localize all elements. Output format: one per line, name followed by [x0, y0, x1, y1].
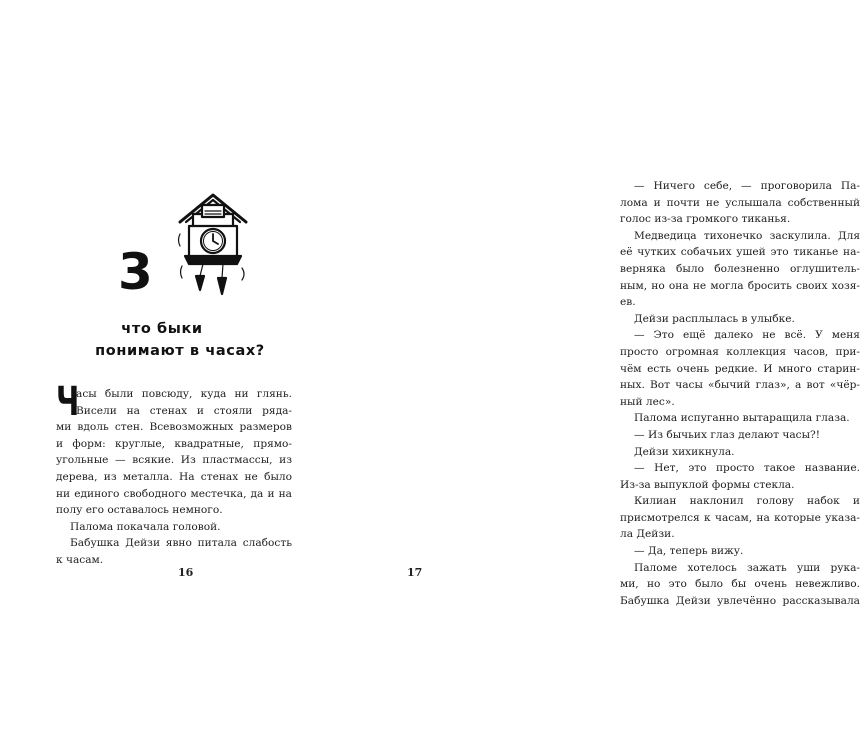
text-line: полу его оставалось немного.	[56, 504, 223, 517]
text-line: Дейзи расплылась в улыбке.	[634, 312, 795, 325]
text-line: Из-за выпуклой формы стекла.	[620, 478, 795, 491]
text-line: Бабушка Дейзи явно питала слабость	[70, 537, 292, 550]
text-line: ный лес».	[620, 395, 675, 408]
text-line: Дейзи хихикнула.	[634, 445, 735, 458]
text-line: — Да, теперь вижу.	[634, 545, 744, 558]
text-line: дерева, из металла. На стенах не было	[56, 470, 292, 483]
page-number: 16	[178, 566, 194, 579]
text-line: Медведица тихонечко заскулила. Для	[634, 229, 860, 242]
left-body-text	[56, 379, 292, 569]
text-line: Палома испуганно вытаращила глаза.	[634, 412, 850, 425]
cuckoo-clock-icon	[176, 192, 250, 300]
text-line: Килиан наклонил голову набок и	[634, 495, 860, 508]
chapter-title-line: понимают в часах?	[95, 343, 265, 359]
chapter-number: 3	[118, 243, 153, 301]
text-line: угольные — всякие. Из пластмассы, из	[56, 454, 292, 467]
chapter-title	[60, 318, 300, 362]
text-line: ми вдоль стен. Всевозможных размеров	[56, 421, 292, 434]
text-line: Висели на стенах и стояли ряда-	[76, 404, 292, 417]
text-line: верняка было болезненно оглушитель-	[620, 262, 860, 275]
text-line: — Это ещё далеко не всё. У меня	[634, 329, 860, 342]
text-line: её чутких собачьих ушей это тиканье на-	[620, 246, 860, 259]
text-line: — Из бычьих глаз делают часы?!	[634, 428, 820, 441]
text-line: чём есть очень редкие. И много старин-	[620, 362, 860, 375]
text-line: ла Дейзи.	[620, 528, 675, 541]
text-line: лома и почти не услышала собственный	[620, 196, 860, 209]
left-page	[0, 0, 300, 750]
text-line: присмотрелся к часам, на которые указа-	[620, 511, 860, 524]
right-page	[300, 0, 860, 750]
page-number: 17	[407, 566, 423, 579]
text-line: голос из-за громкого тиканья.	[620, 213, 791, 226]
text-line: ев.	[620, 296, 636, 309]
text-line: — Ничего себе, — проговорила Па-	[634, 180, 860, 192]
text-line: Паломе хотелось зажать уши рука-	[634, 561, 860, 574]
dropcap-letter: Ч	[56, 379, 80, 425]
chapter-title-line: что быки	[121, 321, 203, 337]
text-line: ни единого свободного местечка, да и на	[56, 487, 292, 500]
text-line: Палома покачала головой.	[70, 520, 221, 533]
text-line: ным, но она не могла бросить своих хозя-	[620, 279, 860, 292]
text-line: — Нет, это просто такое название.	[634, 462, 860, 475]
text-line: ми, но это было бы очень невежливо.	[620, 578, 860, 591]
text-line: асы были повсюду, куда ни глянь.	[76, 388, 292, 400]
text-line: просто огромная коллекция часов, при-	[620, 345, 860, 358]
dropcap-paragraph-start	[56, 379, 292, 425]
text-line: ных. Вот часы «бычий глаз», а вот «чёр-	[620, 379, 860, 392]
text-line: к часам.	[56, 553, 104, 566]
right-body-text	[620, 178, 860, 609]
text-line: и форм: круглые, квадратные, прямо-	[56, 437, 292, 450]
text-line: Бабушка Дейзи увлечённо рассказывала	[620, 594, 860, 607]
